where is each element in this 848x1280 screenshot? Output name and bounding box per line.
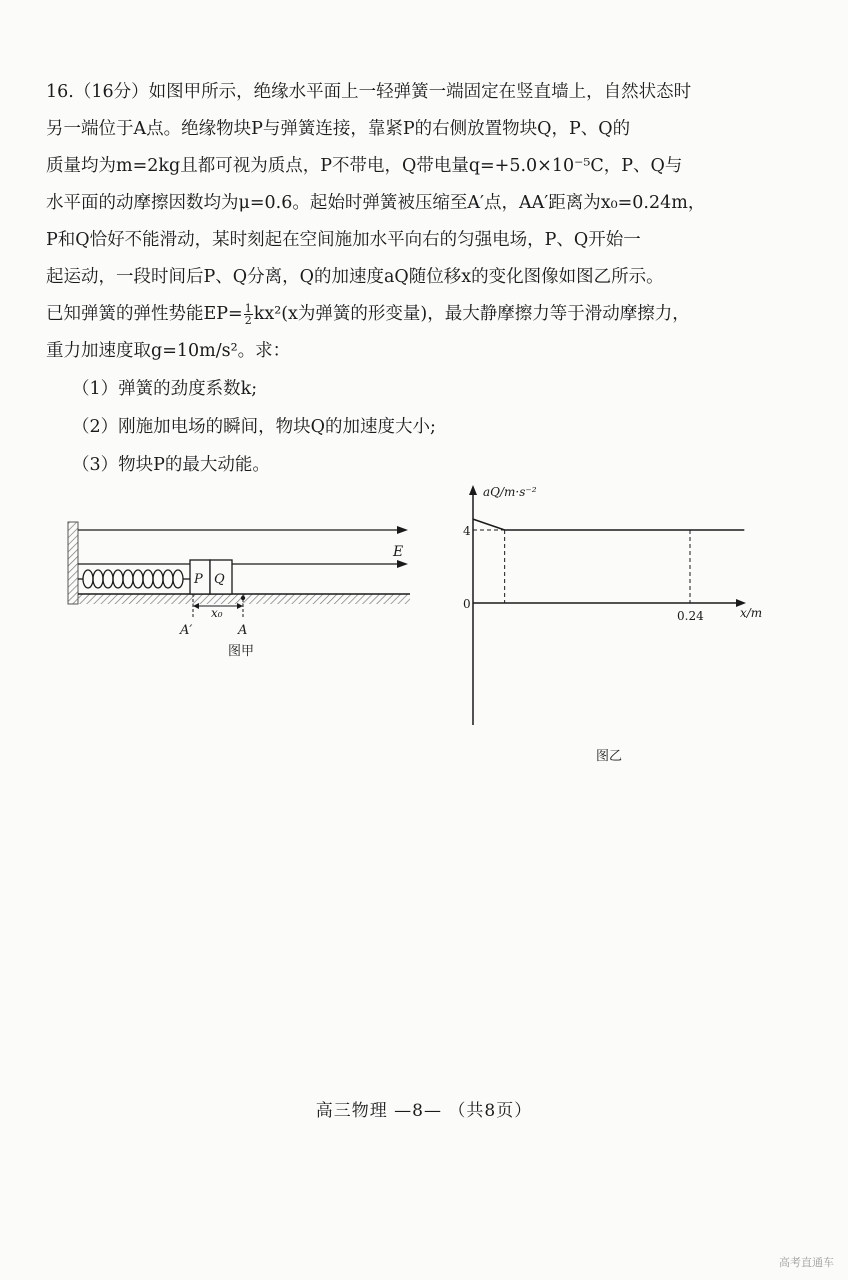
- x0-label: x₀: [211, 606, 223, 620]
- aq-curve: [473, 519, 744, 530]
- question-line-4: 水平面的动摩擦因数均为μ=0.6。起始时弹簧被压缩至A′点，AA′距离为x₀=0.24m，: [46, 193, 706, 213]
- tick-x-024: 0.24: [677, 609, 704, 623]
- tick-origin: 0: [463, 597, 471, 611]
- question-line-3: 质量均为m=2kg且都可视为质点，P不带电，Q带电量q=+5.0×10⁻⁵C，P、Q与: [46, 156, 683, 176]
- figure-b-graph: [455, 480, 775, 770]
- figure-a-diagram: [60, 510, 420, 660]
- question-line-6: 起运动，一段时间后P、Q分离，Q的加速度aQ随位移x的变化图像如图乙所示。: [46, 267, 664, 287]
- fraction-denominator: 2: [244, 314, 252, 327]
- x-axis-label: x/m: [740, 606, 763, 620]
- tick-y-4: 4: [463, 524, 471, 538]
- y-axis-label: aQ/m·s⁻²: [483, 485, 537, 499]
- energy-fraction: [244, 303, 253, 326]
- y-axis-arrow: [469, 485, 477, 495]
- question-line-1: 16.（16分）如图甲所示，绝缘水平面上一轻弹簧一端固定在竖直墙上，自然状态时: [46, 82, 692, 102]
- a-label: A: [238, 623, 248, 638]
- wall: [68, 522, 78, 604]
- question-line-7: [46, 296, 786, 333]
- a-prime-label: A′: [180, 623, 193, 638]
- figure-a-caption: 图甲: [228, 644, 255, 659]
- fraction-numerator: 1: [244, 302, 252, 315]
- block-q-label: Q: [214, 572, 225, 587]
- page-footer: 高三物理 —8— （共8页）: [315, 1101, 533, 1121]
- field-arrow-top: [397, 526, 408, 534]
- sub-question-1: （1）弹簧的劲度系数k;: [72, 379, 258, 399]
- curve-layer: [473, 519, 744, 603]
- sub-question-2: （2）刚施加电场的瞬间，物块Q的加速度大小;: [72, 417, 436, 437]
- question-text: [46, 74, 786, 484]
- field-arrow-bottom: [397, 560, 408, 568]
- question-line-8: 重力加速度取g=10m/s²。求：: [46, 341, 291, 361]
- watermark: 高考直通车: [779, 1256, 834, 1269]
- energy-suffix: kx²(x为弹簧的形变量)，最大静摩擦力等于滑动摩擦力，: [253, 304, 690, 324]
- block-p-label: P: [194, 572, 203, 587]
- figure-b-caption: 图乙: [596, 749, 623, 764]
- field-label: E: [393, 544, 404, 560]
- sub-question-3: （3）物块P的最大动能。: [72, 455, 270, 475]
- question-line-5: P和Q恰好不能滑动，某时刻起在空间施加水平向右的匀强电场，P、Q开始一: [46, 230, 641, 250]
- spring: [78, 570, 190, 588]
- question-line-2: 另一端位于A点。绝缘物块P与弹簧连接，靠紧P的右侧放置物块Q，P、Q的: [46, 119, 631, 139]
- energy-prefix: 已知弹簧的弹性势能EP=: [46, 304, 243, 324]
